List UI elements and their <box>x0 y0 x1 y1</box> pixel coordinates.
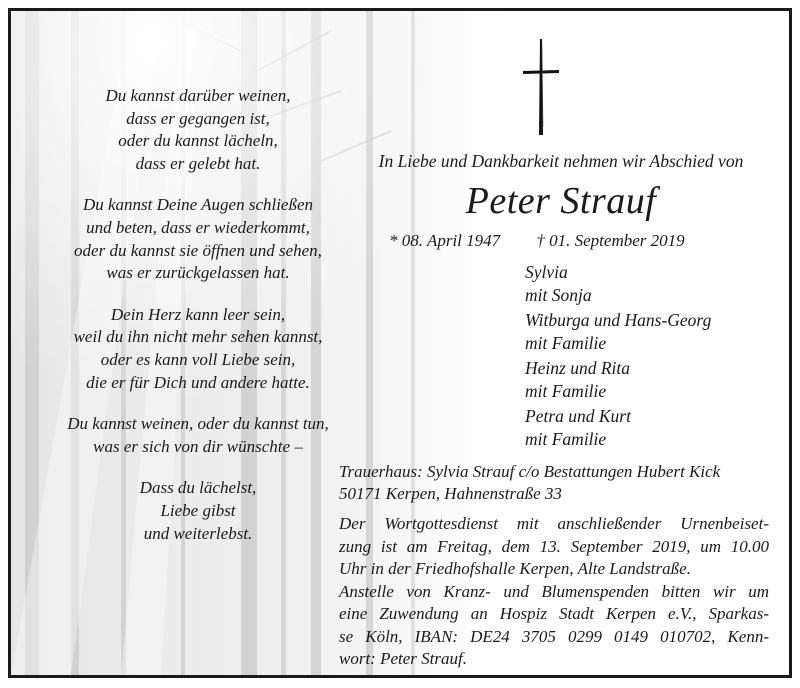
poem-line: dass er gelebt hat. <box>135 153 261 173</box>
poem-line: oder du kannst sie öffnen und sehen, <box>74 240 322 260</box>
poem-line: und weiterlebst. <box>143 523 253 543</box>
obituary-frame <box>8 8 792 678</box>
service-line: Der Wortgottesdienst mit anschließender Urnenbeiset- <box>339 514 769 533</box>
service-line: zung ist am Freitag, dem 13. September 2019, um 10.00 <box>339 536 769 556</box>
family-relation: mit Familie <box>525 428 607 449</box>
family-name: Sylvia <box>525 262 568 282</box>
address-line: 50171 Kerpen, Hahnenstraße 33 <box>339 484 562 503</box>
poem-line: oder du kannst lächeln, <box>118 131 278 151</box>
poem-line: Dass du lächelst, <box>139 478 257 498</box>
farewell-intro: In Liebe und Dankbarkeit nehmen wir Abschied von <box>378 151 744 171</box>
birth-date: * 08. April 1947 <box>389 231 501 250</box>
family-entry <box>525 309 711 354</box>
cross-icon <box>521 37 561 137</box>
poem-stanza <box>33 413 363 458</box>
poem-line: weil du ihn nicht mehr sehen kannst, <box>73 327 323 347</box>
poem-line: Du kannst weinen, oder du kannst tun, <box>67 414 329 434</box>
poem-line: oder es kann voll Liebe sein, <box>100 349 296 369</box>
service-announcement <box>339 513 769 671</box>
family-relation: mit Sonja <box>525 284 592 305</box>
family-entry <box>525 405 711 450</box>
deceased-name: Peter Strauf <box>465 180 657 222</box>
poem-stanza <box>33 194 363 284</box>
family-entry <box>525 357 711 402</box>
life-dates <box>389 231 685 251</box>
service-line: Anstelle von Kranz- und Blumenspenden bitten wir um <box>339 581 769 601</box>
poem-line: Du kannst darüber weinen, <box>105 86 291 105</box>
poem-line: Dein Herz kann leer sein, <box>110 304 286 324</box>
poem-line: und beten, dass er wiederkommt, <box>86 217 310 237</box>
service-line: se Köln, IBAN: DE24 3705 0299 0149 010702, Kenn- <box>339 626 769 646</box>
family-name: Heinz und Rita <box>525 358 630 378</box>
poem <box>33 85 363 564</box>
poem-line: die er für Dich und andere hatte. <box>86 372 310 392</box>
poem-line: Du kannst Deine Augen schließen <box>82 195 314 215</box>
poem-line: was er zurückgelassen hat. <box>106 263 290 283</box>
poem-stanza <box>33 304 363 394</box>
address-line: Trauerhaus: Sylvia Strauf c/o Bestattungen Hubert Kick <box>339 462 721 481</box>
family-name: Witburga und Hans-Georg <box>525 310 712 330</box>
family-relation: mit Familie <box>525 380 607 401</box>
funeral-home-address <box>339 461 769 505</box>
family-name: Petra und Kurt <box>525 406 631 426</box>
service-line: Uhr in der Friedhofshalle Kerpen, Alte Landstraße. <box>339 559 691 578</box>
service-line: wort: Peter Strauf. <box>339 649 467 668</box>
family-relation: mit Familie <box>525 332 607 353</box>
death-date: † 01. September 2019 <box>536 231 685 250</box>
family-list <box>525 261 711 453</box>
poem-line: Liebe gibst <box>160 500 236 520</box>
poem-stanza <box>33 85 363 175</box>
service-line: eine Zuwendung an Hospiz Stadt Kerpen e.V., Sparkas- <box>339 604 769 623</box>
poem-line: was er sich von dir wünschte – <box>93 436 303 456</box>
poem-line: dass er gegangen ist, <box>126 108 270 128</box>
poem-stanza <box>33 477 363 545</box>
family-entry <box>525 261 711 306</box>
